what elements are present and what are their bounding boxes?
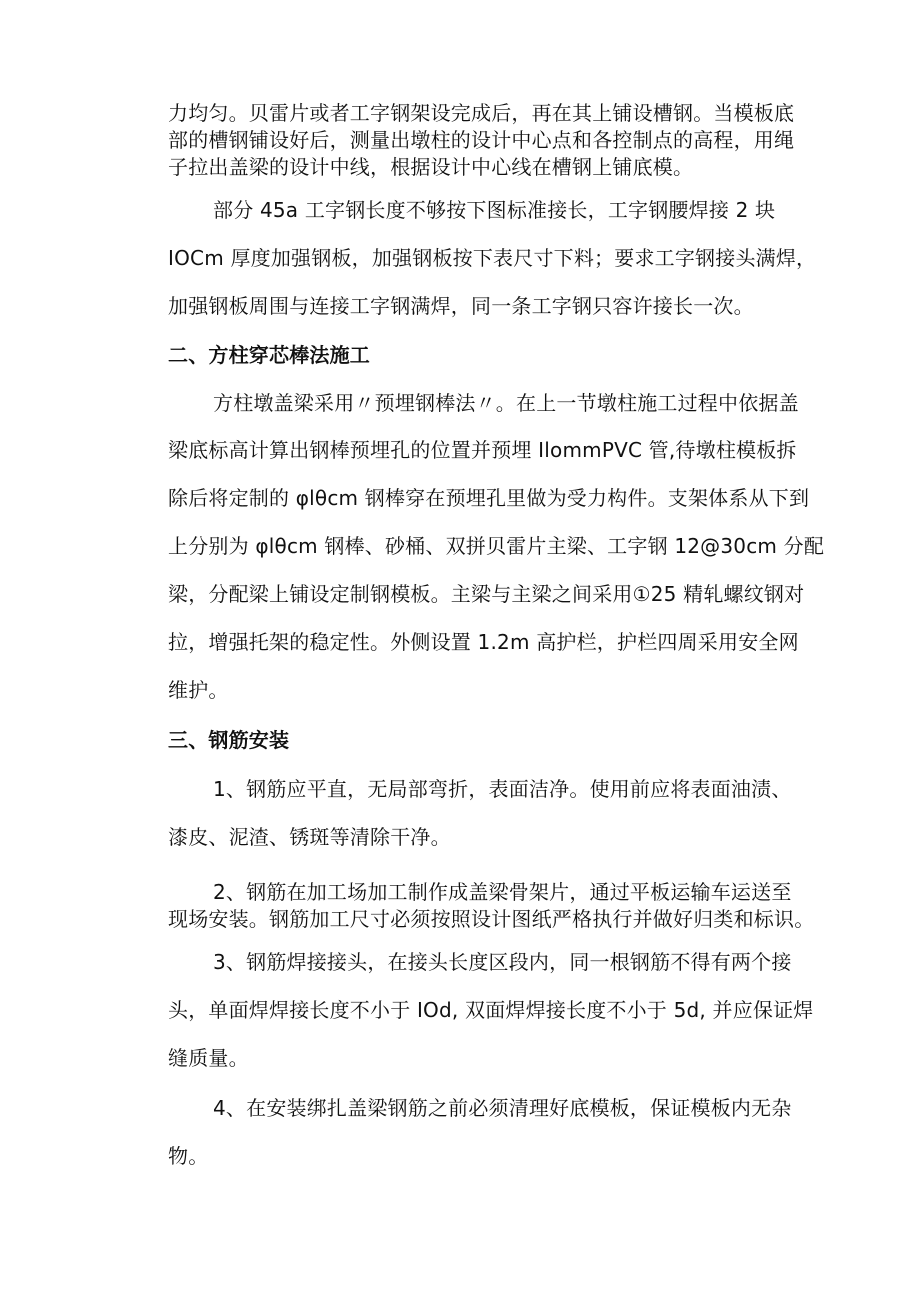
text-line: 上分别为 φlθcm 钢棒、砂桶、双拼贝雷片主梁、工字钢 12@30cm 分配 [168, 534, 825, 558]
text-line: 部的槽钢铺设好后，测量出墩柱的设计中心点和各控制点的高程，用绳 [168, 128, 795, 152]
text-line: 梁底标高计算出钢棒预埋孔的位置并预埋 IlommPVC 管,待墩柱模板拆 [168, 438, 797, 462]
text-line: 漆皮、泥渣、锈斑等清除干净。 [168, 825, 451, 849]
text-line: IOCm 厚度加强钢板，加强钢板按下表尺寸下料；要求工字钢接头满焊， [168, 246, 817, 270]
text-line: 头，单面焊焊接长度不小于 IOd, 双面焊焊接长度不小于 5d, 并应保证焊 [168, 998, 814, 1022]
section-heading: 三、钢筋安装 [168, 728, 290, 752]
text-line: 子拉出盖梁的设计中线，根据设计中心线在槽钢上铺底模。 [168, 155, 694, 179]
text-line: 4、在安装绑扎盖梁钢筋之前必须清理好底模板，保证模板内无杂 [213, 1096, 792, 1120]
text-line: 缝质量。 [168, 1046, 249, 1070]
text-line: 维护。 [168, 678, 229, 702]
text-line: 拉，增强托架的稳定性。外侧设置 1.2m 高护栏，护栏四周采用安全网 [168, 630, 799, 654]
text-line: 物。 [168, 1144, 209, 1168]
text-line: 部分 45a 工字钢长度不够按下图标准接长，工字钢腰焊接 2 块 [213, 198, 776, 222]
text-line: 方柱墩盖梁采用〃预埋钢棒法〃。在上一节墩柱施工过程中依据盖 [213, 391, 799, 415]
text-line: 除后将定制的 φlθcm 钢棒穿在预埋孔里做为受力构件。支架体系从下到 [168, 486, 810, 510]
text-line: 1、钢筋应平直，无局部弯折，表面洁净。使用前应将表面油渍、 [213, 777, 792, 801]
text-line: 加强钢板周围与连接工字钢满焊，同一条工字钢只容许接长一次。 [168, 294, 754, 318]
text-line: 梁，分配梁上铺设定制钢模板。主梁与主梁之间采用①25 精轧螺纹钢对 [168, 582, 805, 606]
text-line: 3、钢筋焊接接头，在接头长度区段内，同一根钢筋不得有两个接 [213, 950, 792, 974]
text-line: 力均匀。贝雷片或者工字钢架设完成后，再在其上铺设槽钢。当模板底 [168, 101, 795, 125]
text-line: 2、钢筋在加工场加工制作成盖梁骨架片，通过平板运输车运送至 [213, 880, 792, 904]
section-heading: 二、方柱穿芯棒法施工 [168, 343, 370, 367]
text-line: 现场安装。钢筋加工尺寸必须按照设计图纸严格执行并做好归类和标识。 [168, 907, 815, 931]
